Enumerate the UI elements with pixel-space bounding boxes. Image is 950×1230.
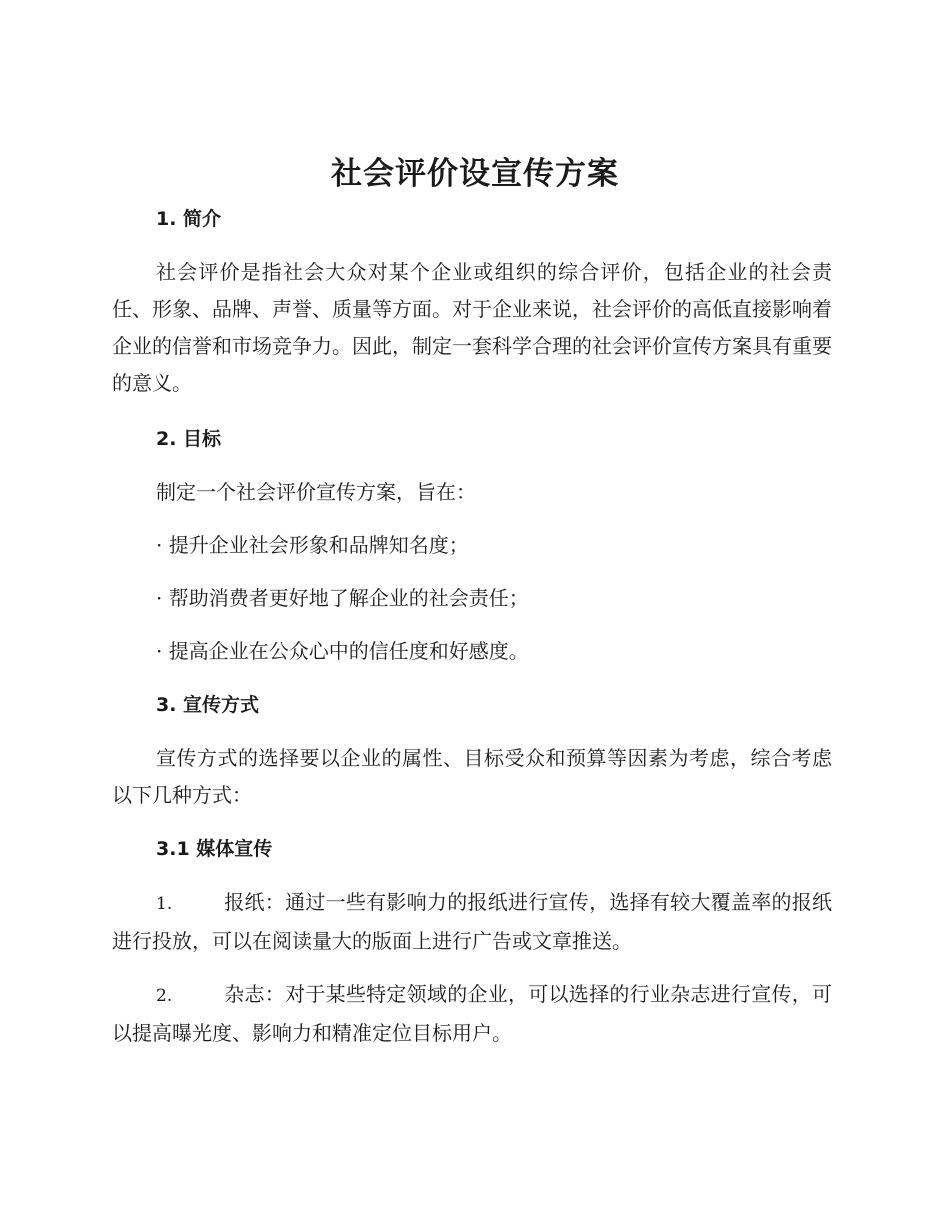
document-body bbox=[112, 200, 832, 1052]
section-heading-goals: 2. 目标 bbox=[156, 428, 222, 450]
section-heading-methods: 3. 宣传方式 bbox=[156, 694, 260, 716]
document-title: 社会评价设宣传方案 bbox=[331, 156, 619, 192]
media-list-item bbox=[112, 976, 832, 1052]
section-heading-media: 3.1 媒体宣传 bbox=[156, 838, 273, 860]
goal-bullet: · 提高企业在公众心中的信任度和好感度。 bbox=[156, 639, 529, 663]
list-number: 1. bbox=[156, 894, 173, 914]
section-heading-intro: 1. 简介 bbox=[156, 208, 222, 230]
methods-paragraph: 宣传方式的选择要以企业的属性、目标受众和预算等因素为考虑，综合考虑以下几种方式： bbox=[112, 746, 832, 807]
goal-bullet: · 帮助消费者更好地了解企业的社会责任； bbox=[156, 586, 529, 610]
list-number: 2. bbox=[156, 986, 173, 1006]
list-item-text: 报纸：通过一些有影响力的报纸进行宣传，选择有较大覆盖率的报纸进行投放，可以在阅读量大的版面上进行广告或文章推送。 bbox=[112, 890, 832, 953]
list-item-text: 杂志：对于某些特定领域的企业，可以选择的行业杂志进行宣传，可以提高曝光度、影响力和精准定位目标用户。 bbox=[112, 982, 832, 1045]
intro-paragraph: 社会评价是指社会大众对某个企业或组织的综合评价，包括企业的社会责任、形象、品牌、声誉、质量等方面。对于企业来说，社会评价的高低直接影响着企业的信誉和市场竞争力。因此，制定一套科学合理的社会评价宣传方案具有重要的意义。 bbox=[112, 260, 832, 395]
media-list-item bbox=[112, 884, 832, 960]
goals-lead: 制定一个社会评价宣传方案，旨在： bbox=[156, 480, 476, 504]
goal-bullet: · 提升企业社会形象和品牌知名度； bbox=[156, 533, 469, 557]
